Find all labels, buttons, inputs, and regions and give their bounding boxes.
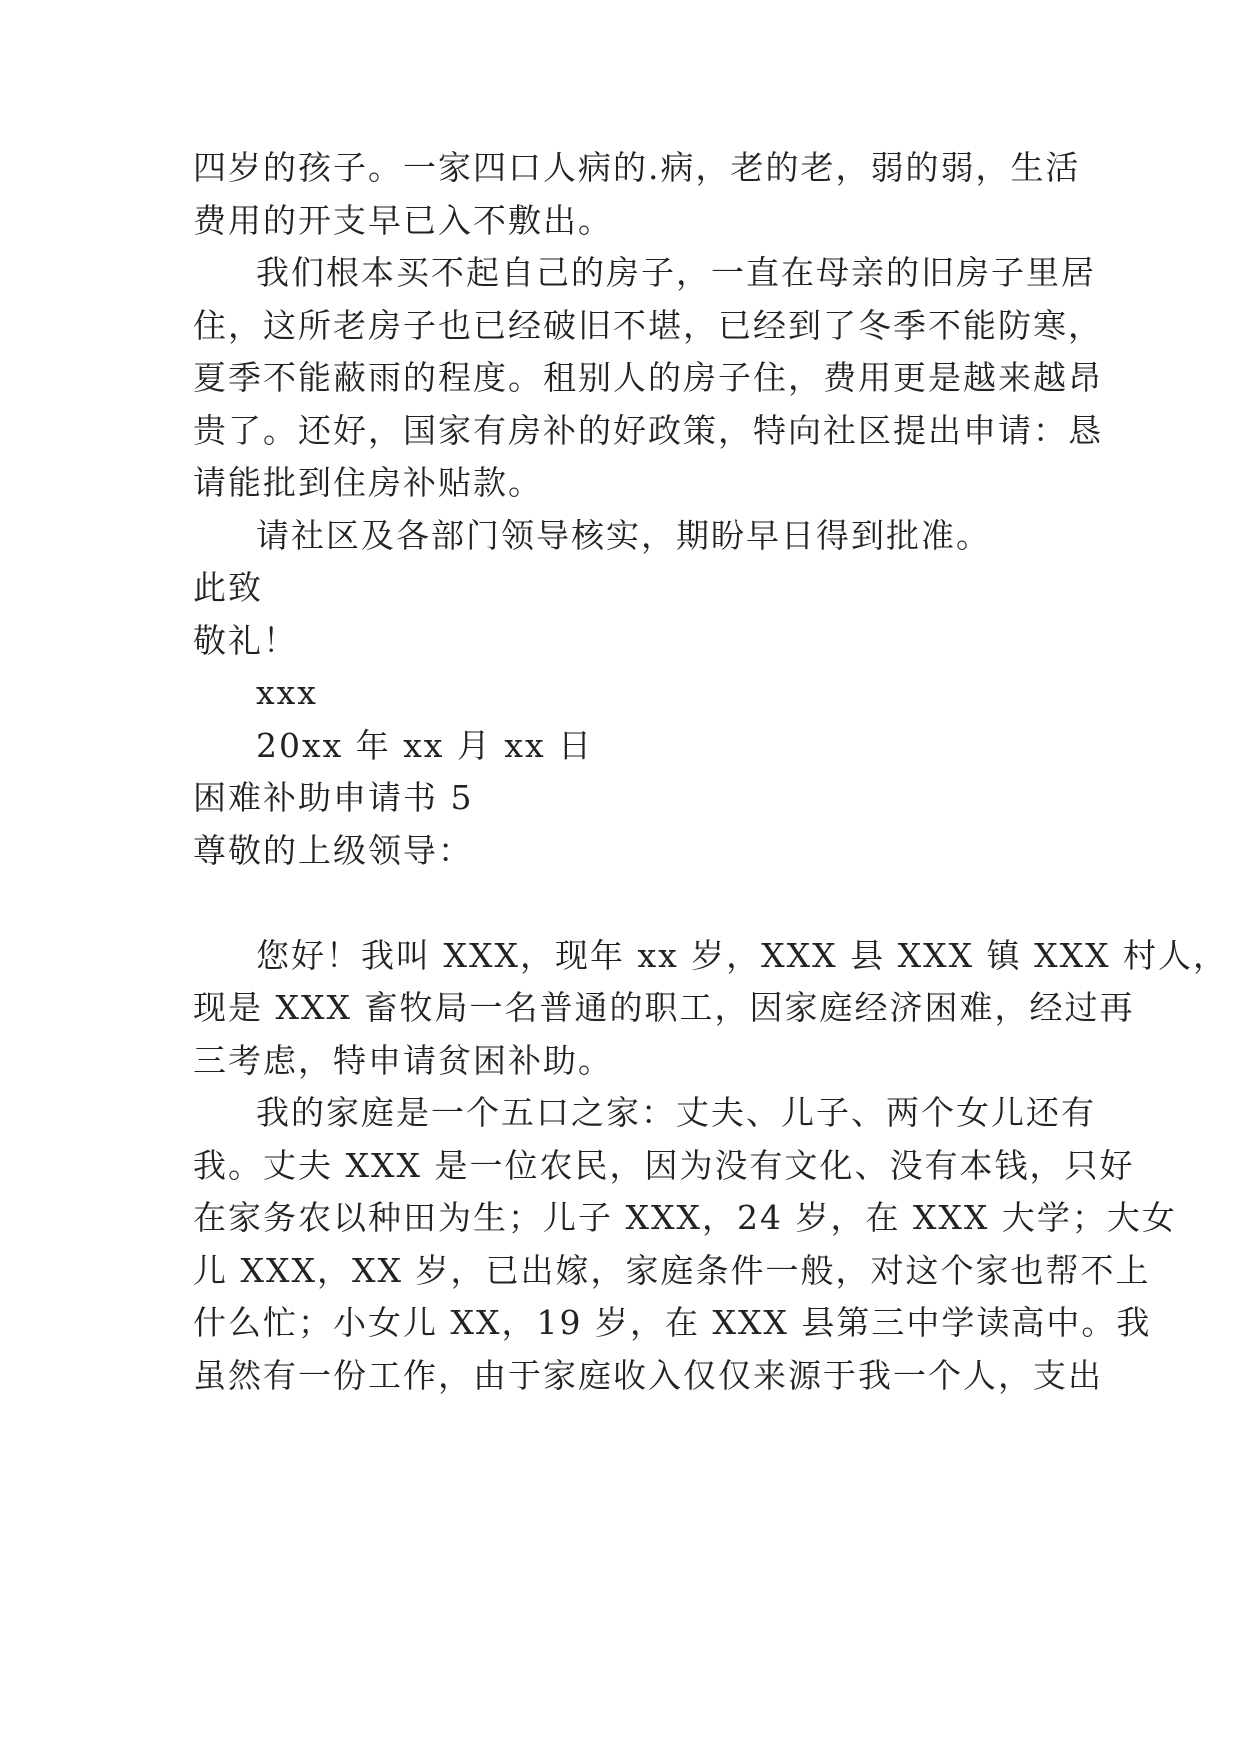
text-line: 现是 XXX 畜牧局一名普通的职工，因家庭经济困难，经过再 bbox=[193, 988, 1135, 1027]
paragraph-first-line: 我的家庭是一个五口之家：丈夫、儿子、两个女儿还有 bbox=[256, 1093, 1096, 1132]
paragraph-first-line: 您好！我叫 XXX，现年 xx 岁，XXX 县 XXX 镇 XXX 村人， bbox=[256, 936, 1229, 975]
text-line: 四岁的孩子。一家四口人病的.病，老的老，弱的弱，生活 bbox=[193, 148, 1081, 187]
signature-name: xxx bbox=[256, 673, 318, 712]
text-line: 贵了。还好，国家有房补的好政策，特向社区提出申请：恳 bbox=[193, 411, 1103, 450]
text-line: 虽然有一份工作，由于家庭收入仅仅来源于我一个人，支出 bbox=[193, 1356, 1103, 1395]
text-line: 儿 XXX，XX 岁，已出嫁，家庭条件一般，对这个家也帮不上 bbox=[193, 1251, 1151, 1290]
paragraph-first-line: 我们根本买不起自己的房子，一直在母亲的旧房子里居 bbox=[256, 253, 1096, 292]
closing-salutation: 此致 bbox=[193, 568, 263, 607]
closing-regards: 敬礼！ bbox=[193, 621, 298, 660]
text-line: 在家务农以种田为生；儿子 XXX，24 岁，在 XXX 大学；大女 bbox=[193, 1198, 1177, 1237]
greeting: 尊敬的上级领导： bbox=[193, 831, 473, 870]
text-line: 住，这所老房子也已经破旧不堪，已经到了冬季不能防寒， bbox=[193, 306, 1103, 345]
text-line: 夏季不能蔽雨的程度。租别人的房子住，费用更是越来越昂 bbox=[193, 358, 1103, 397]
text-line: 什么忙；小女儿 XX，19 岁，在 XXX 县第三中学读高中。我 bbox=[193, 1303, 1152, 1342]
signature-date: 20xx 年 xx 月 xx 日 bbox=[256, 726, 594, 765]
paragraph-first-line: 请社区及各部门领导核实，期盼早日得到批准。 bbox=[256, 516, 991, 555]
section-title: 困难补助申请书 5 bbox=[193, 778, 474, 817]
text-line: 三考虑，特申请贫困补助。 bbox=[193, 1041, 613, 1080]
text-line: 请能批到住房补贴款。 bbox=[193, 463, 543, 502]
text-line: 我。丈夫 XXX 是一位农民，因为没有文化、没有本钱，只好 bbox=[193, 1146, 1135, 1185]
text-line: 费用的开支早已入不敷出。 bbox=[193, 201, 613, 240]
